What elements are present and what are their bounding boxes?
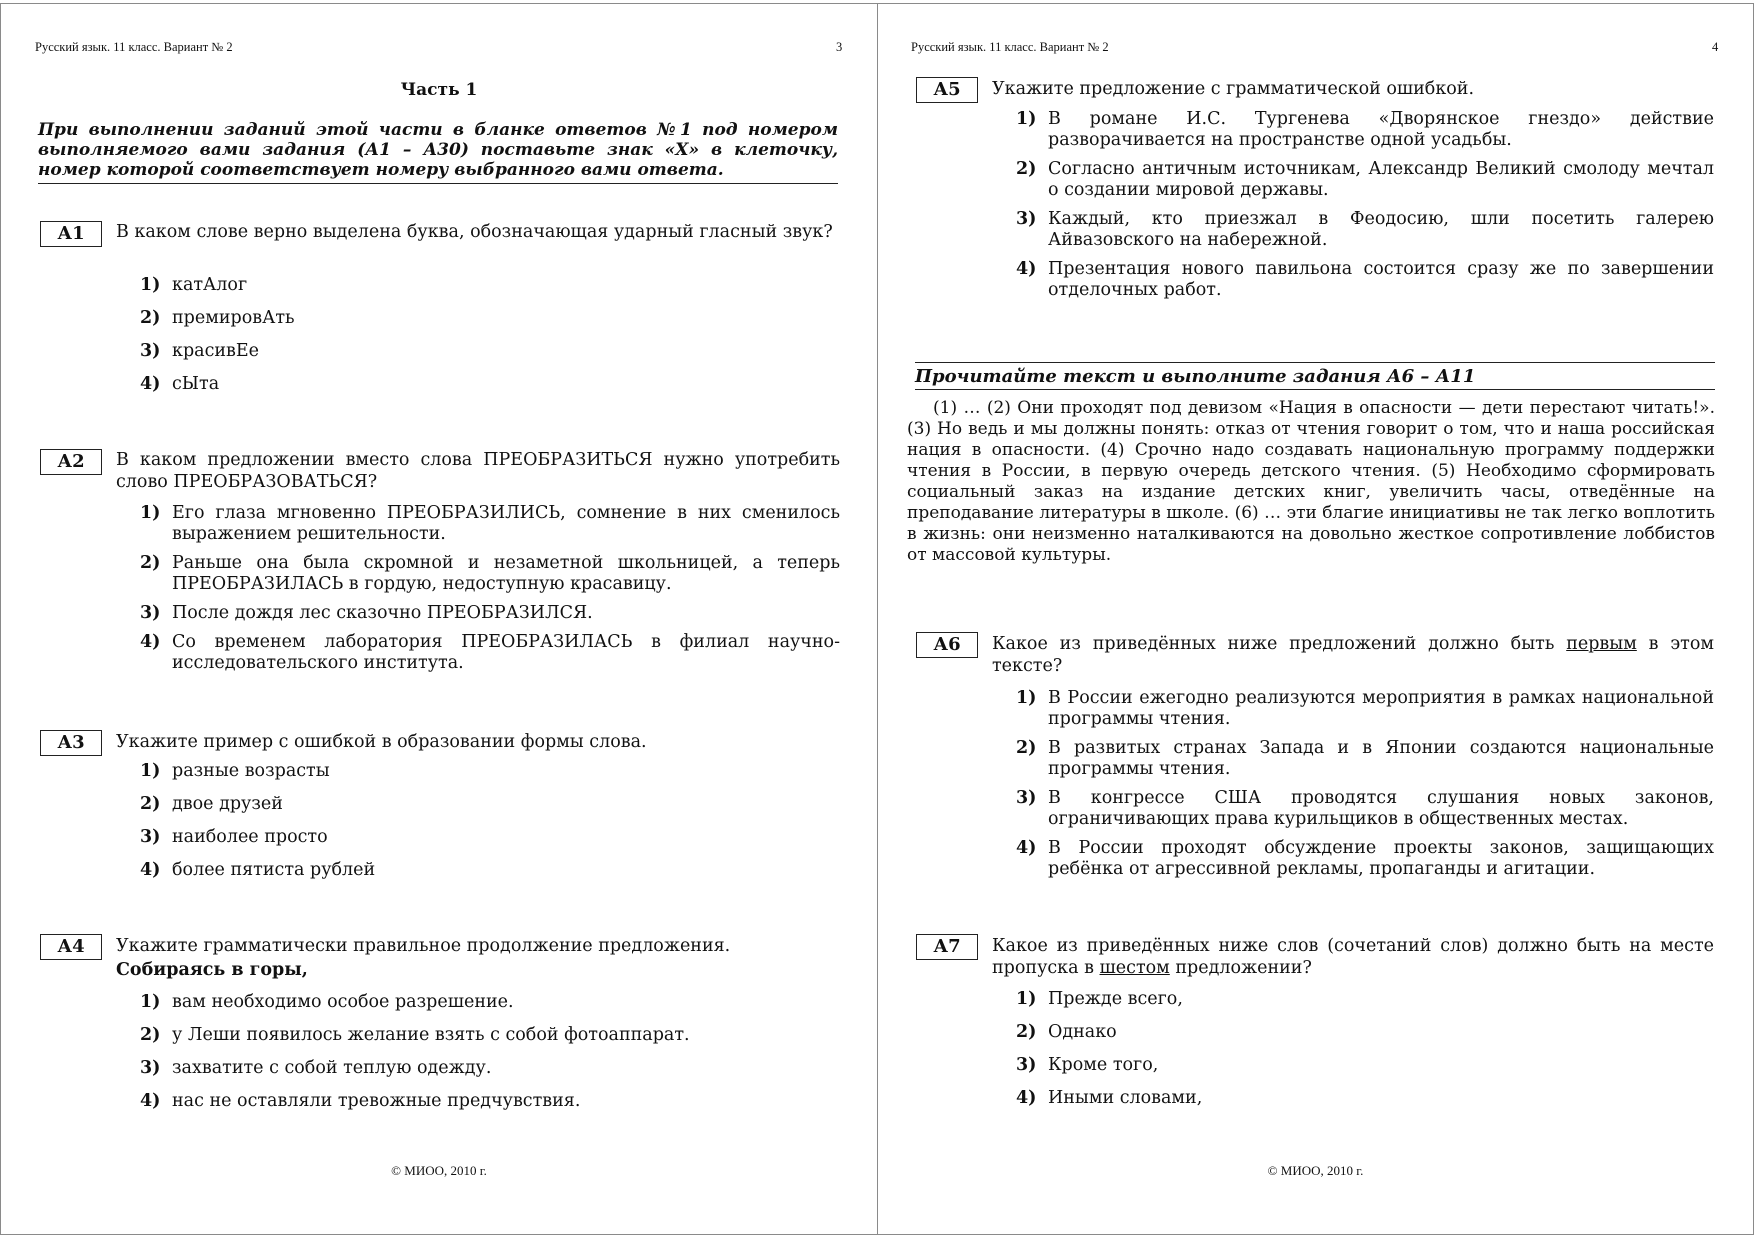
option-number: 2) (1016, 738, 1037, 758)
option-number: 3) (1016, 1055, 1037, 1075)
option-text: сЫта (172, 374, 220, 394)
option-text: В развитых странах Запада и в Японии создаются национальные программы чтения. (1048, 738, 1714, 779)
part-title: Часть 1 (400, 80, 478, 100)
option-number: 3) (140, 603, 161, 623)
option-text: В России ежегодно реализуются мероприятия в рамках национальной программы чтения. (1048, 688, 1714, 729)
option-text: Презентация нового павильона состоится сразу же по завершении отделочных работ. (1048, 259, 1714, 300)
task-options-a5 (1016, 109, 1714, 309)
question-underlined-word: шестом (1099, 958, 1170, 978)
answer-option[interactable] (140, 794, 840, 815)
option-text: После дождя лес сказочно ПРЕОБРАЗИЛСЯ. (172, 603, 593, 623)
option-number: 3) (140, 341, 161, 361)
option-text: Каждый, кто приезжал в Феодосию, шли посетить галерею Айвазовского на набережной. (1048, 209, 1714, 250)
answer-option[interactable] (1016, 1022, 1714, 1043)
option-number: 2) (1016, 1022, 1037, 1042)
option-text: вам необходимо особое разрешение. (172, 992, 514, 1012)
question-text: Какое из приведённых ниже предложений должно быть (992, 634, 1567, 654)
option-text: Раньше она была скромной и незаметной школьницей, а теперь ПРЕОБРАЗИЛАСЬ в гордую, недоступную красавицу. (172, 553, 840, 594)
option-text: Согласно античным источникам, Александр Великий смолоду мечтал о создании мировой державы. (1048, 159, 1714, 200)
question-text: в этом тексте? (992, 634, 1714, 676)
option-number: 1) (140, 503, 161, 523)
task-label-a2: А2 (40, 449, 102, 475)
option-number: 2) (140, 1025, 161, 1045)
option-number: 2) (140, 553, 161, 573)
option-number: 1) (1016, 688, 1037, 708)
reading-passage: (1) … (2) Они проходят под девизом «Нация в опасности — дети перестают читать!». (3) Но ведь и мы должны понять: отказ от чтения говорит о том, что и наша российская нация в опасности. (4) Срочно надо создавать национальную программу поддержки чтения в России, в первую очередь детского чтения. (5) Необходимо сформировать социальный заказ на издание детских книг, увеличить часы, отведённые на преподавание литературы в школе. (6) … эти благие инициативы не так легко воплотить в жизнь: они неизменно наталкиваются на довольно жесткое сопротивление лоббистов от массовой культуры. (907, 398, 1715, 565)
option-text: разные возрасты (172, 761, 330, 781)
question-text: Какое из приведённых ниже слов (сочетаний слов) должно быть на месте пропуска в (992, 936, 1714, 978)
answer-option[interactable] (1016, 259, 1714, 301)
section-heading: Прочитайте текст и выполните задания А6 – А11 (915, 362, 1715, 390)
page-header: Русский язык. 11 класс. Вариант № 2 (35, 40, 233, 54)
option-number: 4) (140, 374, 161, 394)
answer-option[interactable] (140, 374, 840, 395)
page-footer: © МИОО, 2010 г. (391, 1163, 487, 1178)
option-number: 4) (1016, 838, 1037, 858)
task-options-a7 (1016, 989, 1714, 1121)
option-text: Его глаза мгновенно ПРЕОБРАЗИЛИСЬ, сомнение в них сменилось выражением решительности. (172, 503, 840, 544)
task-question-a2: В каком предложении вместо слова ПРЕОБРАЗИТЬСЯ нужно употребить слово ПРЕОБРАЗОВАТЬСЯ? (116, 450, 840, 492)
answer-option[interactable] (140, 1025, 840, 1046)
option-number: 3) (140, 1058, 161, 1078)
task-options-a1 (140, 275, 840, 407)
task-question-a4 (116, 935, 840, 981)
answer-option[interactable] (140, 603, 840, 624)
option-text: Однако (1048, 1022, 1117, 1042)
option-number: 2) (140, 308, 161, 328)
page-header: Русский язык. 11 класс. Вариант № 2 (911, 40, 1109, 54)
instruction-text: При выполнении заданий этой части в бланке ответов №1 под номером выполняемого вами задания (А1 – А30) поставьте знак «X» в клеточку, номер которой соответствует номеру выбранного вами ответа. (38, 120, 838, 184)
task-question-a5: Укажите предложение с грамматической ошибкой. (992, 79, 1475, 99)
answer-option[interactable] (1016, 989, 1714, 1010)
task-label-a3: А3 (40, 730, 102, 756)
option-text: двое друзей (172, 794, 283, 814)
option-text: В России проходят обсуждение проекты законов, защищающих ребёнка от агрессивной рекламы, пропаганды и агитации. (1048, 838, 1714, 879)
answer-option[interactable] (1016, 688, 1714, 730)
option-text: захватите с собой теплую одежду. (172, 1058, 492, 1078)
answer-option[interactable] (1016, 159, 1714, 201)
task-options-a6 (1016, 688, 1714, 888)
option-text: Со временем лаборатория ПРЕОБРАЗИЛАСЬ в филиал научно-исследовательского института. (172, 632, 840, 673)
answer-option[interactable] (140, 553, 840, 595)
option-text: премировАть (172, 308, 295, 328)
task-question-a7 (992, 935, 1714, 979)
option-text: Прежде всего, (1048, 989, 1183, 1009)
task-label-a5: А5 (916, 77, 978, 103)
option-number: 4) (140, 1091, 161, 1111)
option-number: 1) (140, 992, 161, 1012)
answer-option[interactable] (140, 827, 840, 848)
answer-option[interactable] (140, 992, 840, 1013)
answer-option[interactable] (140, 341, 840, 362)
answer-option[interactable] (140, 275, 840, 296)
task-options-a2 (140, 503, 840, 682)
option-text: красивЕе (172, 341, 260, 361)
option-number: 1) (140, 761, 161, 781)
option-number: 4) (1016, 259, 1037, 279)
answer-option[interactable] (140, 761, 840, 782)
answer-option[interactable] (140, 503, 840, 545)
option-number: 4) (140, 632, 161, 652)
option-text: нас не оставляли тревожные предчувствия. (172, 1091, 581, 1111)
option-text: Кроме того, (1048, 1055, 1159, 1075)
page-number: 4 (1712, 40, 1719, 54)
task-question-a3: Укажите пример с ошибкой в образовании формы слова. (116, 732, 647, 752)
question-underlined-word: первым (1566, 634, 1637, 654)
question-text: предложении? (1169, 958, 1312, 978)
option-text: наиболее просто (172, 827, 328, 847)
task-options-a3 (140, 761, 840, 893)
option-text: В романе И.С. Тургенева «Дворянское гнездо» действие разворачивается на пространстве одной усадьбы. (1048, 109, 1714, 150)
answer-option[interactable] (140, 1091, 840, 1112)
option-number: 1) (1016, 989, 1037, 1009)
answer-option[interactable] (140, 632, 840, 674)
task-question-a1: В каком слове верно выделена буква, обозначающая ударный гласный звук? (116, 222, 833, 242)
option-text: Иными словами, (1048, 1088, 1203, 1108)
option-text: катАлог (172, 275, 248, 295)
option-number: 2) (140, 794, 161, 814)
option-number: 1) (1016, 109, 1037, 129)
option-text: В конгрессе США проводятся слушания новых законов, ограничивающих права курильщиков в общественных местах. (1048, 788, 1714, 829)
page-footer: © МИОО, 2010 г. (1267, 1163, 1364, 1178)
answer-option[interactable] (1016, 1055, 1714, 1076)
task-options-a4 (140, 992, 840, 1124)
option-number: 3) (1016, 209, 1037, 229)
sentence-lead: Собираясь в горы, (116, 960, 308, 980)
option-text: более пятиста рублей (172, 860, 376, 880)
task-question-a6 (992, 633, 1714, 677)
option-text: у Леши появилось желание взять с собой фотоаппарат. (172, 1025, 690, 1045)
task-label-a7: А7 (916, 934, 978, 960)
answer-option[interactable] (1016, 838, 1714, 880)
answer-option[interactable] (140, 860, 840, 881)
page-number: 3 (836, 40, 843, 54)
task-label-a4: А4 (40, 934, 102, 960)
option-number: 2) (1016, 159, 1037, 179)
answer-option[interactable] (140, 308, 840, 329)
answer-option[interactable] (140, 1058, 840, 1079)
task-label-a1: А1 (40, 221, 102, 247)
question-text: Укажите грамматически правильное продолжение предложения. (116, 936, 731, 956)
answer-option[interactable] (1016, 1088, 1714, 1109)
option-number: 4) (1016, 1088, 1037, 1108)
answer-option[interactable] (1016, 738, 1714, 780)
answer-option[interactable] (1016, 109, 1714, 151)
option-number: 1) (140, 275, 161, 295)
option-number: 3) (1016, 788, 1037, 808)
answer-option[interactable] (1016, 209, 1714, 251)
task-label-a6: А6 (916, 632, 978, 658)
option-number: 4) (140, 860, 161, 880)
option-number: 3) (140, 827, 161, 847)
answer-option[interactable] (1016, 788, 1714, 830)
